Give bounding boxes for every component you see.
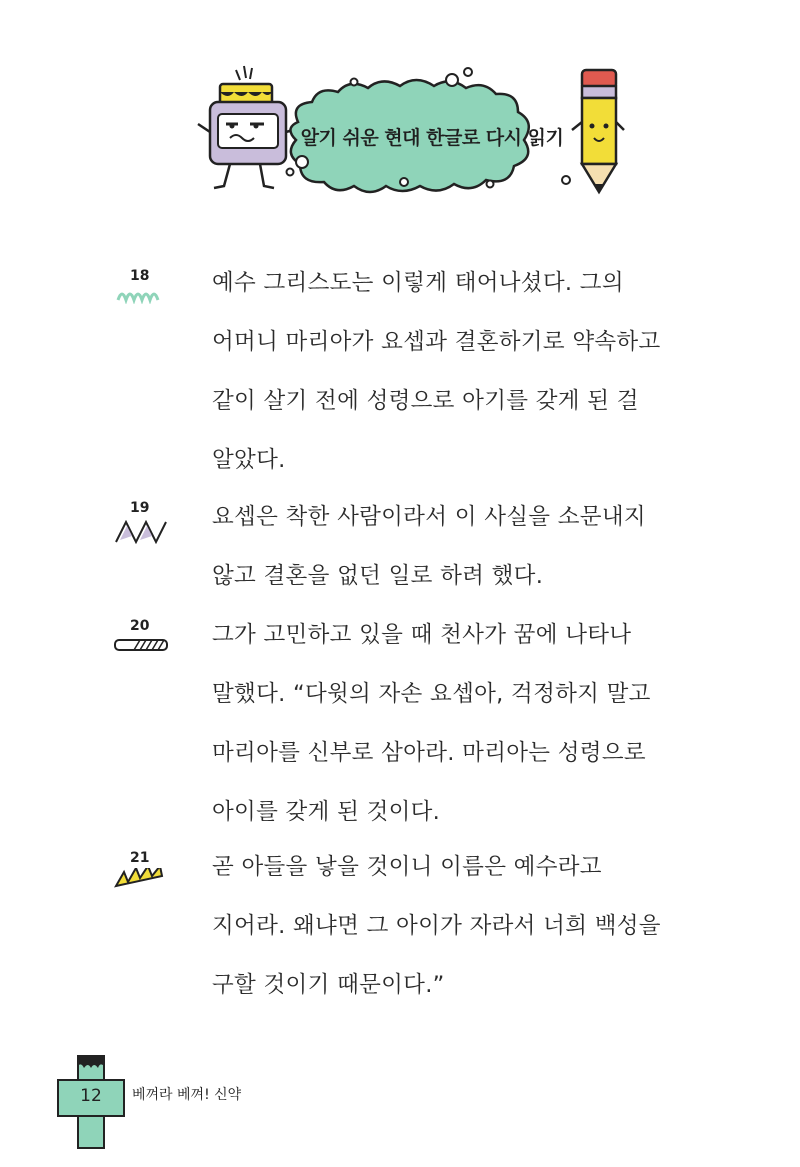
- verse-line: 같이 살기 전에 성령으로 아기를 갖게 된 걸: [212, 388, 639, 414]
- verse-number: 20: [130, 618, 150, 634]
- striped-bar-icon: [114, 638, 170, 652]
- verse-line: 어머니 마리아가 요셉과 결혼하기로 약속하고: [212, 329, 661, 355]
- page-number: 12: [80, 1086, 102, 1106]
- page-header-title: 알기 쉬운 현대 한글로 다시 읽기: [300, 126, 564, 149]
- verse-line: 않고 결혼을 없던 일로 하려 했다.: [212, 563, 544, 589]
- verse-line: 알았다.: [212, 447, 286, 473]
- verse-line: 곧 아들을 낳을 것이니 이름은 예수라고: [212, 854, 602, 880]
- squiggle-mint-icon: [114, 288, 166, 304]
- verse-line: 지어라. 왜냐면 그 아이가 자라서 너희 백성을: [212, 913, 661, 939]
- verse-number: 21: [130, 850, 150, 866]
- verse-line: 말했다. “다윗의 자손 요셉아, 걱정하지 말고: [212, 681, 651, 707]
- verse-number: 19: [130, 500, 150, 516]
- verse-line: 구할 것이기 때문이다.”: [212, 972, 445, 998]
- sawtooth-yellow-icon: [114, 868, 170, 888]
- ink-bottle-character-icon: [198, 66, 300, 188]
- book-title: 베껴라 베껴! 신약: [132, 1087, 242, 1103]
- verse-line: 아이를 갖게 된 것이다.: [212, 799, 441, 825]
- verse-line: 마리아를 신부로 삼아라. 마리아는 성령으로: [212, 740, 646, 766]
- verse-line: 요셉은 착한 사람이라서 이 사실을 소문내지: [212, 504, 646, 530]
- verse-line: 그가 고민하고 있을 때 천사가 꿈에 나타나: [212, 622, 632, 648]
- verse-number: 18: [130, 268, 150, 284]
- verse-line: 예수 그리스도는 이렇게 태어나셨다. 그의: [212, 270, 624, 296]
- pencil-character-icon: [572, 70, 624, 192]
- zigzag-lavender-icon: [114, 520, 168, 544]
